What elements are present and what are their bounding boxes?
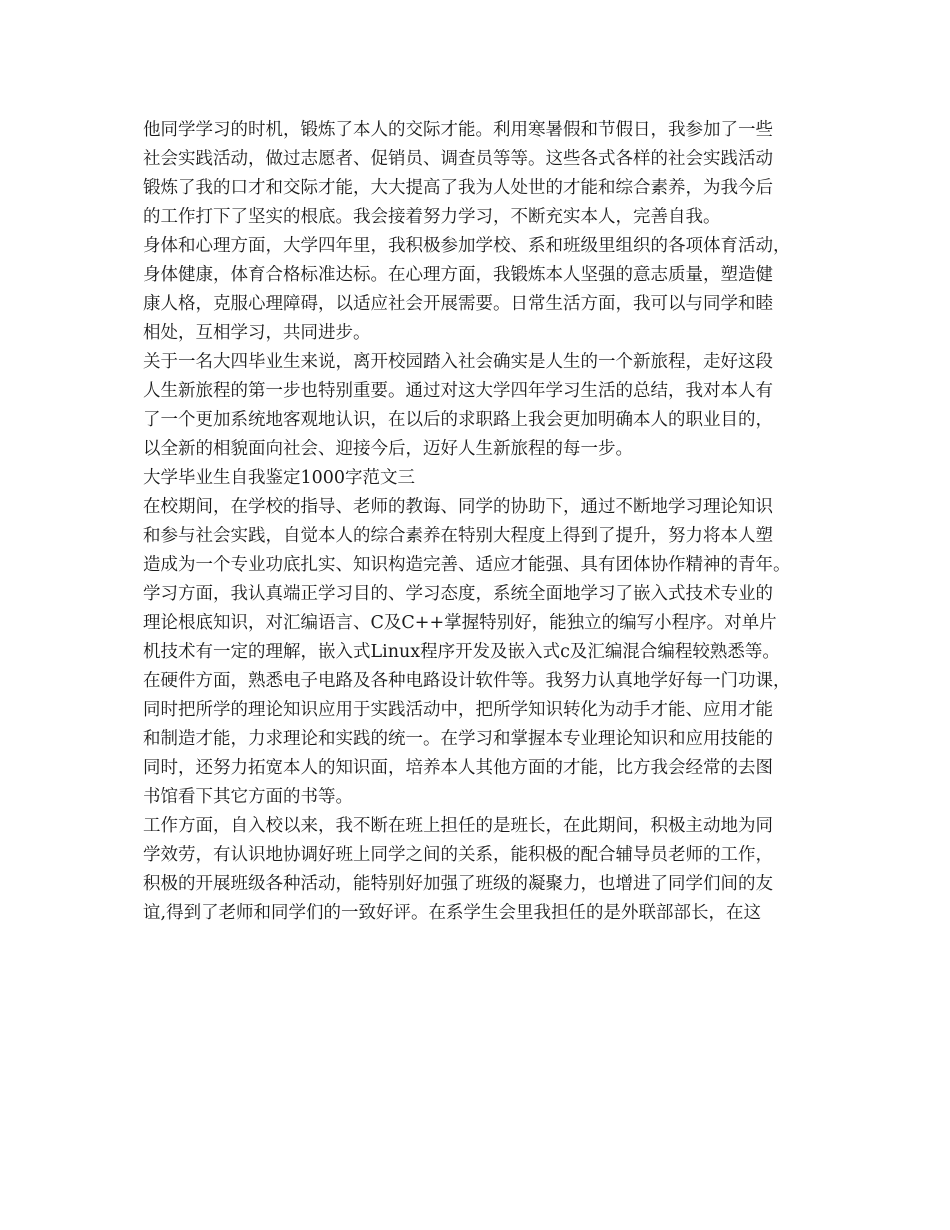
text-line: 社会实践活动，做过志愿者、促销员、调查员等等。这些各式各样的社会实践活动	[143, 149, 773, 169]
text-line: 在校期间，在学校的指导、老师的教诲、同学的协助下，通过不断地学习理论知识	[143, 497, 773, 517]
text-line: 康人格，克服心理障碍，以适应社会开展需要。日常生活方面，我可以与同学和睦	[143, 294, 773, 314]
text-line: 他同学学习的时机，锻炼了本人的交际才能。利用寒暑假和节假日，我参加了一些	[143, 120, 773, 140]
text-line: 工作方面，自入校以来，我不断在班上担任的是班长，在此期间，积极主动地为同	[143, 816, 773, 836]
text-line: 积极的开展班级各种活动，能特别好加强了班级的凝聚力，也增进了同学们间的友	[143, 874, 773, 894]
document-body	[143, 116, 813, 928]
text-line: 以全新的相貌面向社会、迎接今后，迈好人生新旅程的每一步。	[143, 439, 633, 459]
text-line: 关于一名大四毕业生来说，离开校园踏入社会确实是人生的一个新旅程，走好这段	[143, 352, 773, 372]
text-line: 理论根底知识，对汇编语言、C及C++掌握特别好，能独立的编写小程序。对单片	[143, 613, 777, 633]
text-line: 谊,得到了老师和同学们的一致好评。在系学生会里我担任的是外联部部长，在这	[143, 903, 762, 923]
text-line: 在硬件方面，熟悉电子电路及各种电路设计软件等。我努力认真地学好每一门功课，	[143, 671, 791, 691]
text-line: 和制造才能，力求理论和实践的统一。在学习和掌握本专业理论知识和应用技能的	[143, 729, 773, 749]
text-line: 相处，互相学习，共同进步。	[143, 323, 371, 343]
text-line: 同时，还努力拓宽本人的知识面，培养本人其他方面的才能，比方我会经常的去图	[143, 758, 773, 778]
text-line: 机技术有一定的理解，嵌入式Linux程序开发及嵌入式c及汇编混合编程较熟悉等。	[143, 642, 780, 662]
section-heading: 大学毕业生自我鉴定1000字范文三	[143, 468, 416, 488]
text-line: 学效劳，有认识地协调好班上同学之间的关系，能积极的配合辅导员老师的工作，	[143, 845, 773, 865]
text-line: 身体和心理方面，大学四年里，我积极参加学校、系和班级里组织的各项体育活动，	[143, 236, 791, 256]
text-line: 身体健康，体育合格标准达标。在心理方面，我锻炼本人坚强的意志质量，塑造健	[143, 265, 773, 285]
text-line: 学习方面，我认真端正学习目的、学习态度，系统全面地学习了嵌入式技术专业的	[143, 584, 773, 604]
text-line: 的工作打下了坚实的根底。我会接着努力学习，不断充实本人，完善自我。	[143, 207, 721, 227]
text-line: 人生新旅程的第一步也特别重要。通过对这大学四年学习生活的总结，我对本人有	[143, 381, 773, 401]
text-line: 同时把所学的理论知识应用于实践活动中，把所学知识转化为动手才能、应用才能	[143, 700, 773, 720]
text-line: 和参与社会实践，自觉本人的综合素养在特别大程度上得到了提升，努力将本人塑	[143, 526, 773, 546]
text-line: 锻炼了我的口才和交际才能，大大提高了我为人处世的才能和综合素养，为我今后	[143, 178, 773, 198]
text-line: 书馆看下其它方面的书等。	[143, 787, 353, 807]
text-line: 造成为一个专业功底扎实、知识构造完善、适应才能强、具有团体协作精神的青年。	[143, 555, 791, 575]
text-line: 了一个更加系统地客观地认识，在以后的求职路上我会更加明确本人的职业目的，	[143, 410, 773, 430]
